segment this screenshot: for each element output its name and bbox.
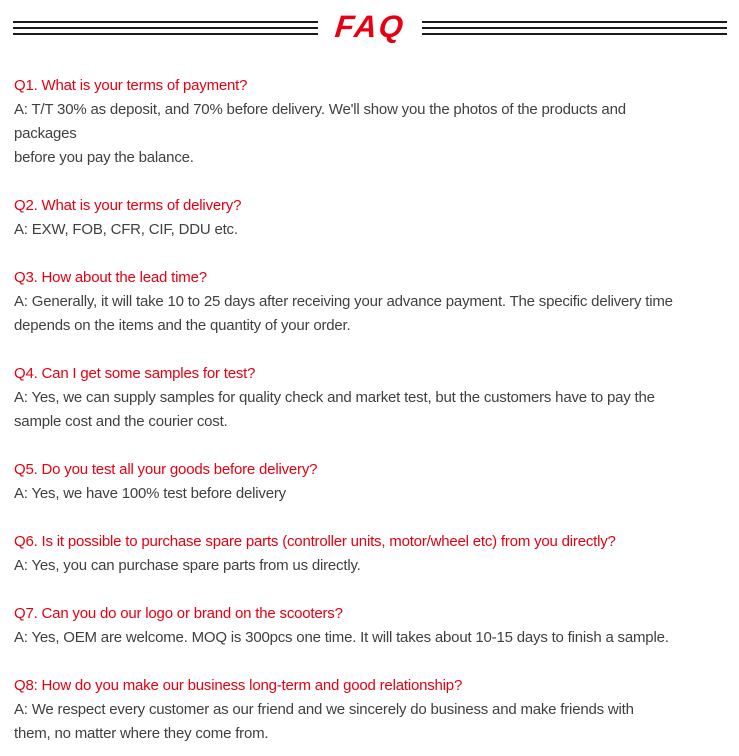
faq-question: Q8: How do you make our business long-term and good relationship?	[14, 677, 463, 694]
faq-item	[14, 674, 731, 746]
divider-line	[422, 33, 727, 35]
faq-answer-line: A: Generally, it will take 10 to 25 days after receiving your advance payment. The specific delivery time	[14, 293, 673, 310]
divider-line	[13, 21, 318, 23]
faq-question: Q1. What is your terms of payment?	[14, 77, 248, 94]
faq-answer-line: sample cost and the courier cost.	[14, 413, 228, 430]
faq-answer-line: A: Yes, you can purchase spare parts from us directly.	[14, 557, 361, 574]
faq-answer-line: them, no matter where they come from.	[14, 725, 269, 742]
faq-item	[14, 362, 731, 434]
faq-answer-line: A: Yes, OEM are welcome. MOQ is 300pcs one time. It will takes about 10-15 days to finish a sample.	[14, 629, 669, 646]
faq-list	[0, 74, 739, 756]
header-rule-right	[422, 21, 727, 35]
faq-question: Q7. Can you do our logo or brand on the scooters?	[14, 605, 343, 622]
faq-item	[14, 602, 731, 650]
divider-line	[13, 27, 318, 29]
divider-line	[422, 21, 727, 23]
faq-question: Q4. Can I get some samples for test?	[14, 365, 256, 382]
faq-item	[14, 530, 731, 578]
faq-item	[14, 458, 731, 506]
faq-answer-line: A: Yes, we can supply samples for quality check and market test, but the customers have to pay the	[14, 389, 655, 406]
faq-question: Q6. Is it possible to purchase spare parts (controller units, motor/wheel etc) from you directly?	[14, 533, 616, 550]
divider-line	[422, 27, 727, 29]
faq-question: Q5. Do you test all your goods before delivery?	[14, 461, 318, 478]
faq-question: Q3. How about the lead time?	[14, 269, 207, 286]
faq-answer-line: packages	[14, 125, 77, 142]
faq-header	[0, 0, 739, 48]
faq-item	[14, 74, 731, 170]
header-rule-left	[13, 21, 318, 35]
faq-answer-line: A: We respect every customer as our friend and we sincerely do business and make friends with	[14, 701, 634, 718]
divider-line	[13, 33, 318, 35]
faq-item	[14, 266, 731, 338]
faq-question: Q2. What is your terms of delivery?	[14, 197, 242, 214]
faq-answer-line: before you pay the balance.	[14, 149, 194, 166]
page-title: FAQ	[333, 8, 407, 44]
faq-answer-line: depends on the items and the quantity of your order.	[14, 317, 351, 334]
faq-answer-line: A: T/T 30% as deposit, and 70% before delivery. We'll show you the photos of the products and	[14, 101, 626, 118]
faq-answer-line: A: EXW, FOB, CFR, CIF, DDU etc.	[14, 221, 238, 238]
faq-answer-line: A: Yes, we have 100% test before delivery	[14, 485, 286, 502]
faq-item	[14, 194, 731, 242]
